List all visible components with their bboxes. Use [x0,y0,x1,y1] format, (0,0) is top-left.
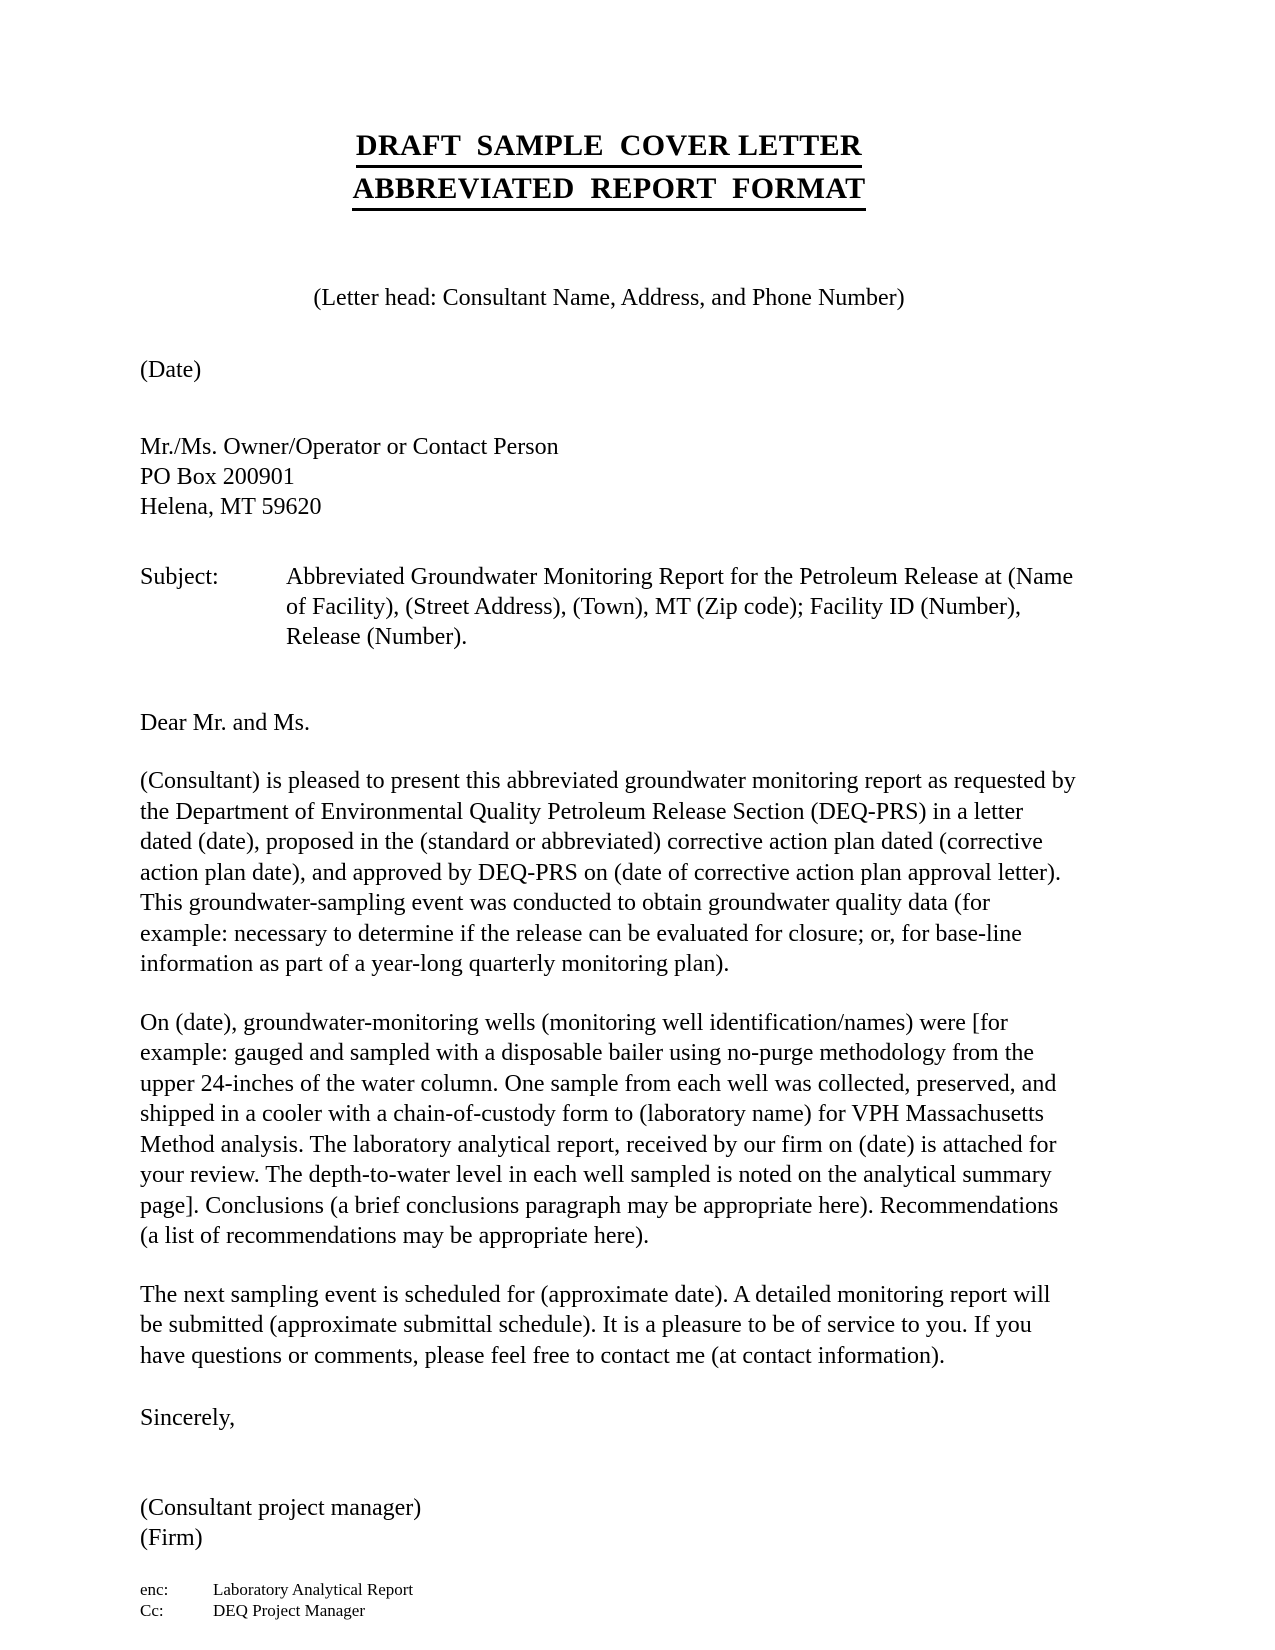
letterhead-placeholder: (Letter head: Consultant Name, Address, and Phone Number) [313,285,905,311]
cc-value: DEQ Project Manager [213,1601,366,1620]
body-paragraph: (Consultant) is pleased to present this abbreviated groundwater monitoring report as requested by the Department of Environmental Quality Petroleum Release Section (DEQ-PRS) in a letter dated (date), proposed in the (standard or abbreviated) corrective action plan dated (corrective action plan date), and approved by DEQ-PRS on (date of corrective action plan approval letter). This groundwater-sampling event was conducted to obtain groundwater quality data (for example: necessary to determine if the release can be evaluated for closure; or, for base-line information as part of a year-long quarterly monitoring plan). [140,768,1076,977]
enclosure-row [140,1600,1078,1621]
enclosure-label: enc: [140,1580,169,1599]
recipient-name: Mr./Ms. Owner/Operator or Contact Person [140,434,559,460]
signer-firm: (Firm) [140,1525,203,1551]
subject-label: Subject: [140,564,219,590]
signer-title: (Consultant project manager) [140,1495,422,1521]
cc-label: Cc: [140,1601,164,1620]
title-line-secondary: ABBREVIATED REPORT FORMAT [352,171,865,211]
letter-content [140,128,1078,1621]
document-title [140,128,1078,211]
enclosures-block [140,1579,1078,1621]
date-placeholder: (Date) [140,357,202,383]
signature-block [140,1493,1078,1553]
body-paragraph: The next sampling event is scheduled for (approximate date). A detailed monitoring report will be submitted (approximate submittal schedule). It is a pleasure to be of service to you. If you have questions or comments, please feel free to contact me (at contact information). [140,1281,1051,1369]
recipient-street: PO Box 200901 [140,464,295,490]
subject-text: Abbreviated Groundwater Monitoring Report for the Petroleum Release at (Name of Facility), (Street Address), (Town), MT (Zip code); Facility ID (Number), Release (Number). [286,564,1074,650]
subject-block [140,562,1078,652]
closing-salutation: Sincerely, [140,1405,236,1431]
title-line-primary: DRAFT SAMPLE COVER LETTER [356,128,862,168]
body-paragraph: On (date), groundwater-monitoring wells (monitoring well identification/names) were [for example: gauged and sampled with a disposable bailer using no-purge methodology from the upper 24-inches of the water column. One sample from each well was collected, preserved, and shipped in a cooler with a chain-of-custody form to (laboratory name) for VPH Massachusetts Method analysis. The laboratory analytical report, received by our firm on (date) is attached for your review. The depth-to-water level in each well sampled is noted on the analytical summary page]. Conclusions (a brief conclusions paragraph may be appropriate here). Recommendations (a list of recommendations may be appropriate here). [140,1009,1059,1249]
recipient-city-state-zip: Helena, MT 59620 [140,494,322,520]
salutation: Dear Mr. and Ms. [140,710,310,736]
recipient-address-block [140,432,1078,522]
enclosure-row [140,1579,1078,1600]
enclosure-value: Laboratory Analytical Report [213,1580,414,1599]
